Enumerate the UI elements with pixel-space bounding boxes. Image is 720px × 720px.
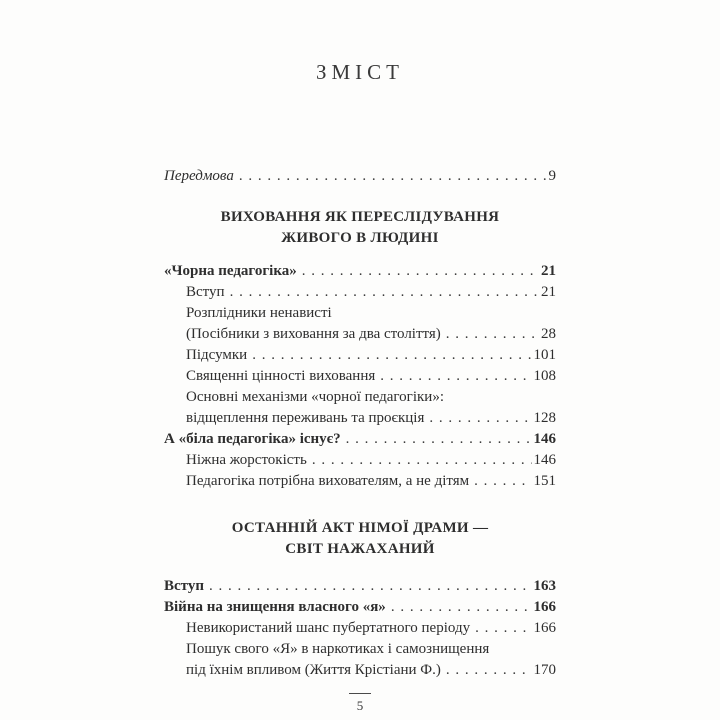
toc-entry bbox=[164, 387, 556, 408]
toc-entry bbox=[164, 471, 556, 492]
dot-leader bbox=[239, 166, 547, 187]
dot-leader bbox=[474, 471, 531, 492]
section-heading-line: ОСТАННІЙ АКТ НІМОЇ ДРАМИ — bbox=[231, 520, 489, 536]
toc-entry-label: Ніжна жорстокість bbox=[186, 452, 307, 468]
dot-leader bbox=[302, 261, 539, 282]
footer-rule bbox=[349, 693, 371, 694]
section-heading-line: ЖИВОГО В ЛЮДИНІ bbox=[281, 230, 439, 246]
section-heading bbox=[164, 207, 556, 249]
toc-entry bbox=[164, 660, 556, 681]
dot-leader bbox=[391, 597, 532, 618]
toc-entry-page: 9 bbox=[548, 168, 556, 184]
dot-leader bbox=[230, 282, 539, 303]
folio-page-number: 5 bbox=[356, 698, 364, 713]
toc-entry-page: 21 bbox=[541, 263, 556, 279]
section-heading-line: СВІТ НАЖАХАНИЙ bbox=[285, 541, 435, 557]
toc-entry-label: Педагогіка потрібна вихователям, а не дітям bbox=[186, 473, 470, 489]
section-heading bbox=[164, 518, 556, 560]
toc-entry-label: Війна на знищення власного «я» bbox=[164, 599, 386, 615]
toc-entry bbox=[164, 282, 556, 303]
toc-entry-label: «Чорна педагогіка» bbox=[164, 263, 297, 279]
toc-entry-label: Розплідники ненависті bbox=[186, 305, 332, 321]
toc-entry bbox=[164, 345, 556, 366]
toc-entry-page: 146 bbox=[533, 452, 556, 468]
dot-leader bbox=[312, 450, 532, 471]
toc-entry-label: А «біла педагогіка» існує? bbox=[164, 431, 341, 447]
toc-entry bbox=[164, 366, 556, 387]
toc-entry-label: Пошук свого «Я» в наркотиках і самознищення bbox=[186, 641, 490, 657]
toc-entry-page: 151 bbox=[533, 473, 556, 489]
toc-entry bbox=[164, 450, 556, 471]
toc-entry bbox=[164, 408, 556, 429]
toc-entry-page: 128 bbox=[533, 410, 556, 426]
toc-entry-label: Священні цінності виховання bbox=[186, 368, 376, 384]
section-heading-line: ВИХОВАННЯ ЯК ПЕРЕСЛІДУВАННЯ bbox=[220, 209, 500, 225]
dot-leader bbox=[446, 660, 532, 681]
toc-entry bbox=[164, 639, 556, 660]
toc-entry-label: під їхнім впливом (Життя Крістіани Ф.) bbox=[186, 662, 441, 678]
dot-leader bbox=[252, 345, 531, 366]
toc-entry bbox=[164, 303, 556, 324]
toc-entry bbox=[164, 261, 556, 282]
page-footer bbox=[0, 693, 720, 714]
toc-entry-page: 166 bbox=[533, 620, 556, 636]
toc-entry-label: Вступ bbox=[186, 284, 225, 300]
page-title: ЗМІСТ bbox=[315, 60, 405, 84]
toc-entry-label: Вступ bbox=[164, 578, 204, 594]
toc-entry-page: 146 bbox=[533, 431, 556, 447]
toc-entry-label: Основні механізми «чорної педагогіки»: bbox=[186, 389, 444, 405]
toc-entry-label: (Посібники з виховання за два століття) bbox=[186, 326, 441, 342]
toc-entry-page: 21 bbox=[541, 284, 556, 300]
toc-entry bbox=[164, 166, 556, 187]
dot-leader bbox=[346, 429, 532, 450]
toc-entry-page: 28 bbox=[541, 326, 556, 342]
toc-entry-page: 108 bbox=[533, 368, 556, 384]
table-of-contents bbox=[164, 166, 556, 681]
toc-entry bbox=[164, 324, 556, 345]
toc-entry-label: Підсумки bbox=[186, 347, 248, 363]
dot-leader bbox=[429, 408, 531, 429]
toc-entry bbox=[164, 576, 556, 597]
toc-entry-page: 170 bbox=[533, 662, 556, 678]
dot-leader bbox=[446, 324, 539, 345]
toc-entry-page: 163 bbox=[533, 578, 556, 594]
dot-leader bbox=[380, 366, 531, 387]
toc-entry-page: 166 bbox=[533, 599, 556, 615]
dot-leader bbox=[209, 576, 532, 597]
toc-entry bbox=[164, 597, 556, 618]
toc-entry-page: 101 bbox=[533, 347, 556, 363]
toc-entry bbox=[164, 429, 556, 450]
toc-entry-label: відщеплення переживань та проєкція bbox=[186, 410, 425, 426]
dot-leader bbox=[475, 618, 531, 639]
toc-entry-label: Невикористаний шанс пубертатного періоду bbox=[186, 620, 471, 636]
toc-entry-label: Передмова bbox=[164, 168, 234, 184]
toc-entry bbox=[164, 618, 556, 639]
